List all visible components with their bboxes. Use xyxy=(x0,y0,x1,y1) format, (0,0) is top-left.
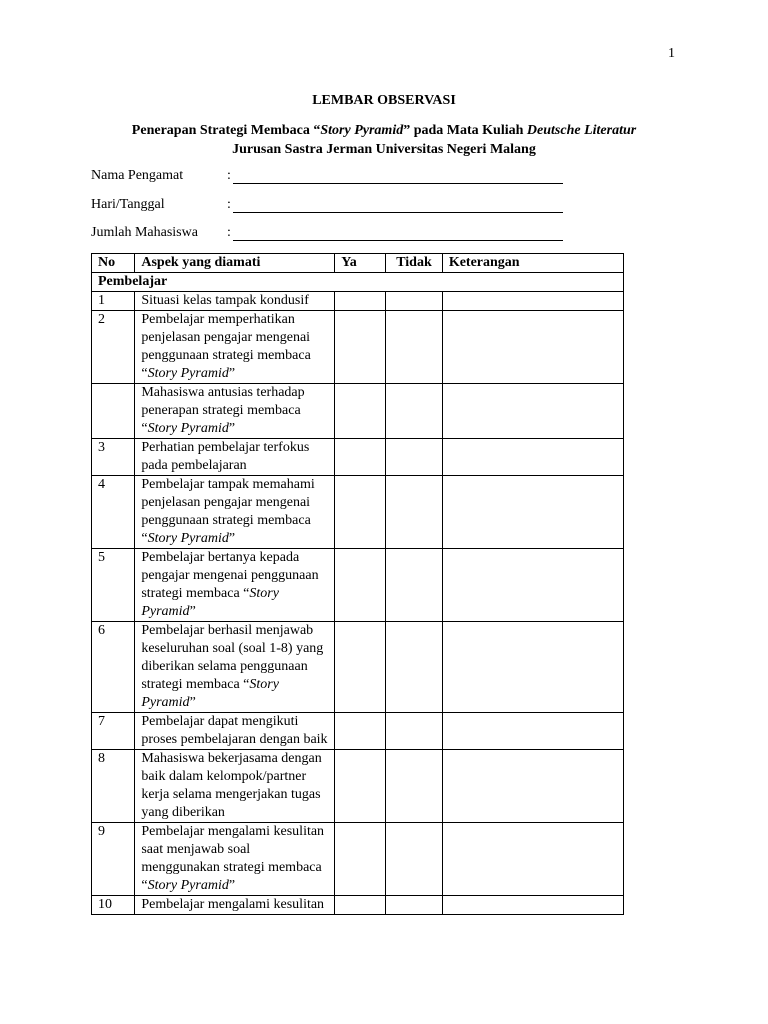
keterangan-cell[interactable] xyxy=(442,713,623,750)
ya-checkbox-cell[interactable] xyxy=(335,292,386,311)
document-subtitle xyxy=(60,121,708,159)
table-row xyxy=(92,476,624,549)
row-aspek: Mahasiswa antusias terhadap penerapan strategi membaca “Story Pyramid” xyxy=(135,384,335,439)
section-label: Pembelajar xyxy=(92,273,624,292)
row-number: 1 xyxy=(92,292,135,311)
field-label: Nama Pengamat xyxy=(91,168,184,183)
ya-checkbox-cell[interactable] xyxy=(335,384,386,439)
field-colon: : xyxy=(227,225,231,240)
page-number: 1 xyxy=(668,46,675,61)
observation-table xyxy=(91,253,624,915)
row-number: 5 xyxy=(92,549,135,622)
table-row xyxy=(92,311,624,384)
table-row xyxy=(92,549,624,622)
fill-in-line[interactable] xyxy=(233,212,563,213)
header-keterangan: Keterangan xyxy=(442,254,623,273)
row-aspek: Pembelajar memperhatikan penjelasan pengajar mengenai penggunaan strategi membaca “Story Pyramid” xyxy=(135,311,335,384)
keterangan-cell[interactable] xyxy=(442,896,623,915)
header-no: No xyxy=(92,254,135,273)
ya-checkbox-cell[interactable] xyxy=(335,622,386,713)
ya-checkbox-cell[interactable] xyxy=(335,439,386,476)
tidak-checkbox-cell[interactable] xyxy=(386,384,443,439)
ya-checkbox-cell[interactable] xyxy=(335,896,386,915)
keterangan-cell[interactable] xyxy=(442,311,623,384)
tidak-checkbox-cell[interactable] xyxy=(386,311,443,384)
document-title: LEMBAR OBSERVASI xyxy=(312,93,456,108)
field-colon: : xyxy=(227,168,231,183)
row-number: 4 xyxy=(92,476,135,549)
keterangan-cell[interactable] xyxy=(442,476,623,549)
ya-checkbox-cell[interactable] xyxy=(335,476,386,549)
row-number: 10 xyxy=(92,896,135,915)
field-colon: : xyxy=(227,197,231,212)
keterangan-cell[interactable] xyxy=(442,549,623,622)
table-row xyxy=(92,896,624,915)
fill-in-line[interactable] xyxy=(233,240,563,241)
tidak-checkbox-cell[interactable] xyxy=(386,476,443,549)
keterangan-cell[interactable] xyxy=(442,823,623,896)
section-row xyxy=(92,273,624,292)
ya-checkbox-cell[interactable] xyxy=(335,823,386,896)
ya-checkbox-cell[interactable] xyxy=(335,713,386,750)
keterangan-cell[interactable] xyxy=(442,439,623,476)
header-tidak: Tidak xyxy=(386,254,443,273)
table-row xyxy=(92,713,624,750)
table-header-row xyxy=(92,254,624,273)
row-aspek: Pembelajar mengalami kesulitan saat menjawab soal menggunakan strategi membaca “Story Pyramid” xyxy=(135,823,335,896)
header-aspek: Aspek yang diamati xyxy=(135,254,335,273)
table-row xyxy=(92,750,624,823)
row-number: 3 xyxy=(92,439,135,476)
row-number: 2 xyxy=(92,311,135,384)
row-number: 8 xyxy=(92,750,135,823)
row-number: 7 xyxy=(92,713,135,750)
ya-checkbox-cell[interactable] xyxy=(335,549,386,622)
row-aspek: Pembelajar bertanya kepada pengajar mengenai penggunaan strategi membaca “Story Pyramid” xyxy=(135,549,335,622)
field-label: Jumlah Mahasiswa xyxy=(91,225,198,240)
row-aspek: Situasi kelas tampak kondusif xyxy=(135,292,335,311)
row-number: 9 xyxy=(92,823,135,896)
row-aspek: Pembelajar dapat mengikuti proses pembelajaran dengan baik xyxy=(135,713,335,750)
table-row xyxy=(92,439,624,476)
keterangan-cell[interactable] xyxy=(442,622,623,713)
row-aspek: Mahasiswa bekerjasama dengan baik dalam kelompok/partner kerja selama mengerjakan tugas yang diberikan xyxy=(135,750,335,823)
ya-checkbox-cell[interactable] xyxy=(335,750,386,823)
tidak-checkbox-cell[interactable] xyxy=(386,622,443,713)
table-row xyxy=(92,622,624,713)
row-aspek: Perhatian pembelajar terfokus pada pembelajaran xyxy=(135,439,335,476)
field-label: Hari/Tanggal xyxy=(91,197,165,212)
row-aspek: Pembelajar mengalami kesulitan xyxy=(135,896,335,915)
tidak-checkbox-cell[interactable] xyxy=(386,750,443,823)
row-number: 6 xyxy=(92,622,135,713)
table-row xyxy=(92,292,624,311)
keterangan-cell[interactable] xyxy=(442,750,623,823)
tidak-checkbox-cell[interactable] xyxy=(386,823,443,896)
header-ya: Ya xyxy=(335,254,386,273)
tidak-checkbox-cell[interactable] xyxy=(386,896,443,915)
keterangan-cell[interactable] xyxy=(442,384,623,439)
subtitle-line-1: Penerapan Strategi Membaca “Story Pyramid” pada Mata Kuliah Deutsche Literatur xyxy=(131,123,637,138)
tidak-checkbox-cell[interactable] xyxy=(386,439,443,476)
row-aspek: Pembelajar tampak memahami penjelasan pengajar mengenai penggunaan strategi membaca “Story Pyramid” xyxy=(135,476,335,549)
keterangan-cell[interactable] xyxy=(442,292,623,311)
tidak-checkbox-cell[interactable] xyxy=(386,549,443,622)
ya-checkbox-cell[interactable] xyxy=(335,311,386,384)
fill-in-line[interactable] xyxy=(233,183,563,184)
tidak-checkbox-cell[interactable] xyxy=(386,292,443,311)
table-row xyxy=(92,384,624,439)
row-number xyxy=(92,384,135,439)
tidak-checkbox-cell[interactable] xyxy=(386,713,443,750)
table-row xyxy=(92,823,624,896)
subtitle-line-2: Jurusan Sastra Jerman Universitas Negeri Malang xyxy=(232,142,536,157)
row-aspek: Pembelajar berhasil menjawab keseluruhan soal (soal 1-8) yang diberikan selama penggunaan strategi membaca “Story Pyramid” xyxy=(135,622,335,713)
